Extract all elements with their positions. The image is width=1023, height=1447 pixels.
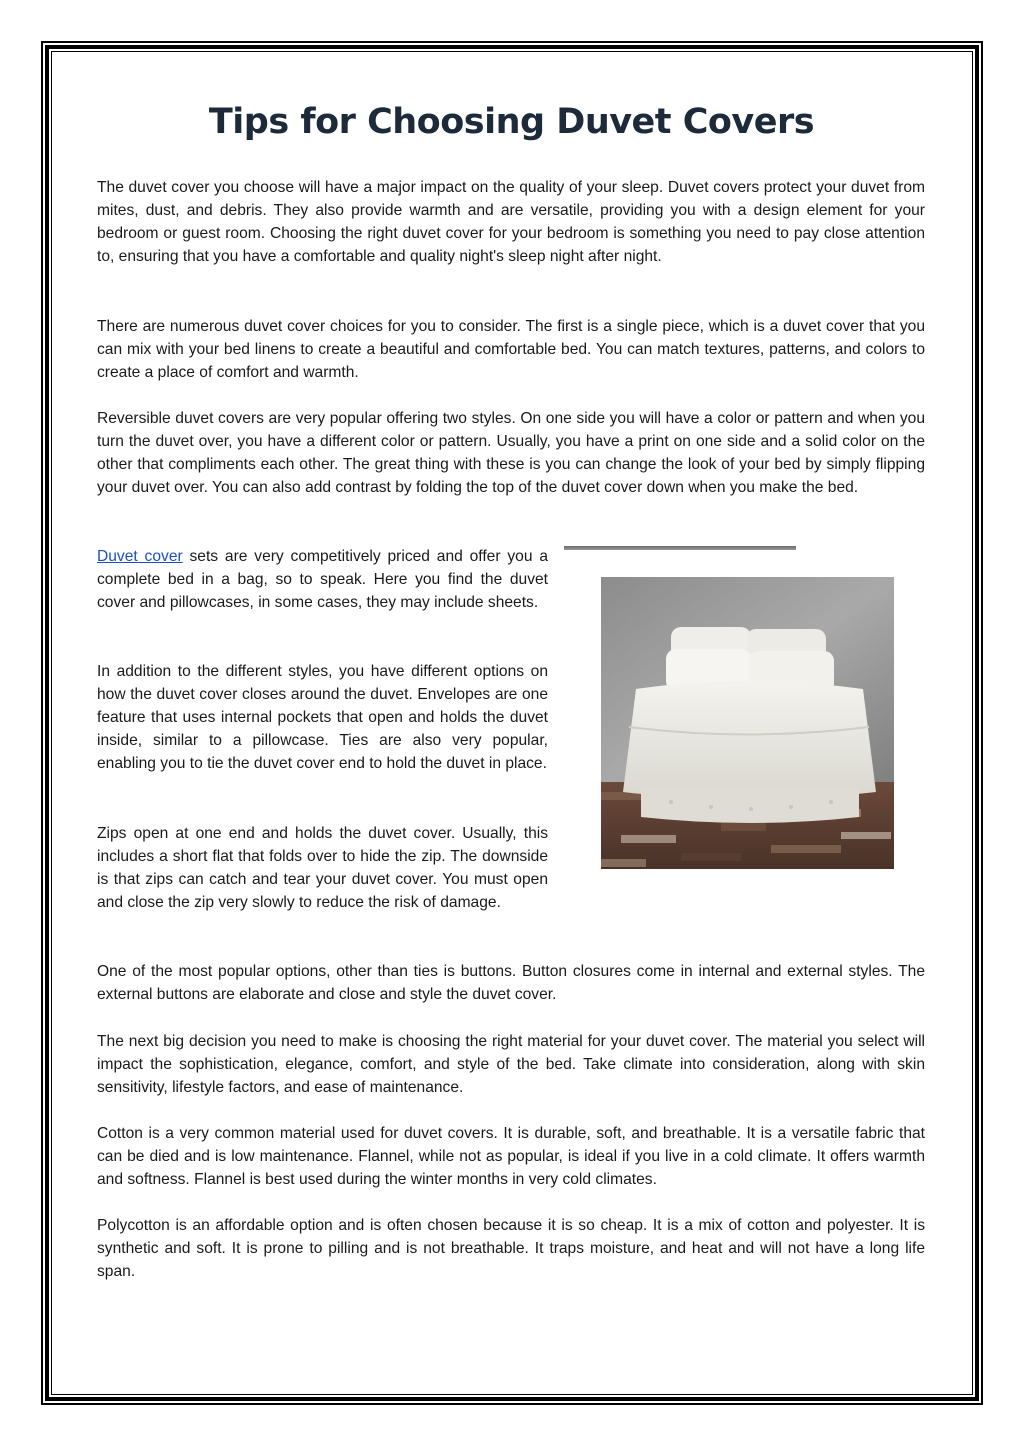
- closure-styles-paragraph: In addition to the different styles, you have different options on how the duvet cover closes around the duvet. Envelopes are one feature that uses internal pockets that open and holds the duvet inside, similar to a pillowcase. Ties are also very popular, enabling you to tie the duvet cover end to hold the duvet in place.: [97, 663, 548, 772]
- reversible-paragraph: Reversible duvet covers are very popular offering two styles. On one side you will have a color or pattern and when you turn the duvet over, you have a different color or pattern. Usually, you have a print on one side and a solid color on the other that compliments each other. The great thing with these is you can change the look of your bed by simply flipping your duvet over. You can also add contrast by folding the top of the duvet cover down when you make the bed.: [97, 410, 925, 496]
- page-title: Tips for Choosing Duvet Covers: [208, 102, 815, 142]
- polycotton-paragraph: Polycotton is an affordable option and is often chosen because it is so cheap. It is a mix of cotton and polyester. It is synthetic and soft. It is prone to pilling and is not breathable. It traps moisture, and heat and will not have a long life span.: [97, 1217, 925, 1280]
- material-paragraph: The next big decision you need to make is choosing the right material for your duvet cover. The material you select will impact the sophistication, elegance, comfort, and style of the bed. Take climate into consideration, along with skin sensitivity, lifestyle factors, and ease of maintenance.: [97, 1033, 925, 1096]
- duvet-cover-link[interactable]: Duvet cover: [97, 548, 183, 565]
- bed-photo: [601, 577, 894, 869]
- duvet-cover-sets-text: sets are very competitively priced and offer you a complete bed in a bag, so to speak. Here you find the duvet cover and pillowcases, in some cases, they may include sheets.: [97, 548, 548, 611]
- single-piece-paragraph: There are numerous duvet cover choices for you to consider. The first is a single piece, which is a duvet cover that you can mix with your bed linens to create a beautiful and comfortable bed. You can match textures, patterns, and colors to create a place of comfort and warmth.: [97, 318, 925, 381]
- zips-paragraph: Zips open at one end and holds the duvet cover. Usually, this includes a short flat that folds over to hide the zip. The downside is that zips can catch and tear your duvet cover. You must open and close the zip very slowly to reduce the risk of damage.: [97, 825, 548, 911]
- duvet-cover-sets-paragraph: [97, 545, 548, 614]
- image-top-rule: [564, 546, 796, 550]
- cotton-paragraph: Cotton is a very common material used for duvet covers. It is durable, soft, and breathable. It is a versatile fabric that can be died and is low maintenance. Flannel, while not as popular, is ideal if you live in a cold climate. It offers warmth and softness. Flannel is best used during the winter months in very cold climates.: [97, 1125, 925, 1188]
- buttons-paragraph: One of the most popular options, other than ties is buttons. Button closures come in internal and external styles. The external buttons are elaborate and close and style the duvet cover.: [97, 963, 925, 1003]
- intro-paragraph: The duvet cover you choose will have a major impact on the quality of your sleep. Duvet covers protect your duvet from mites, dust, and debris. They also provide warmth and are versatile, providing you with a design element for your bedroom or guest room. Choosing the right duvet cover for your bedroom is something you need to pay close attention to, ensuring that you have a comfortable and quality night's sleep night after night.: [97, 179, 925, 265]
